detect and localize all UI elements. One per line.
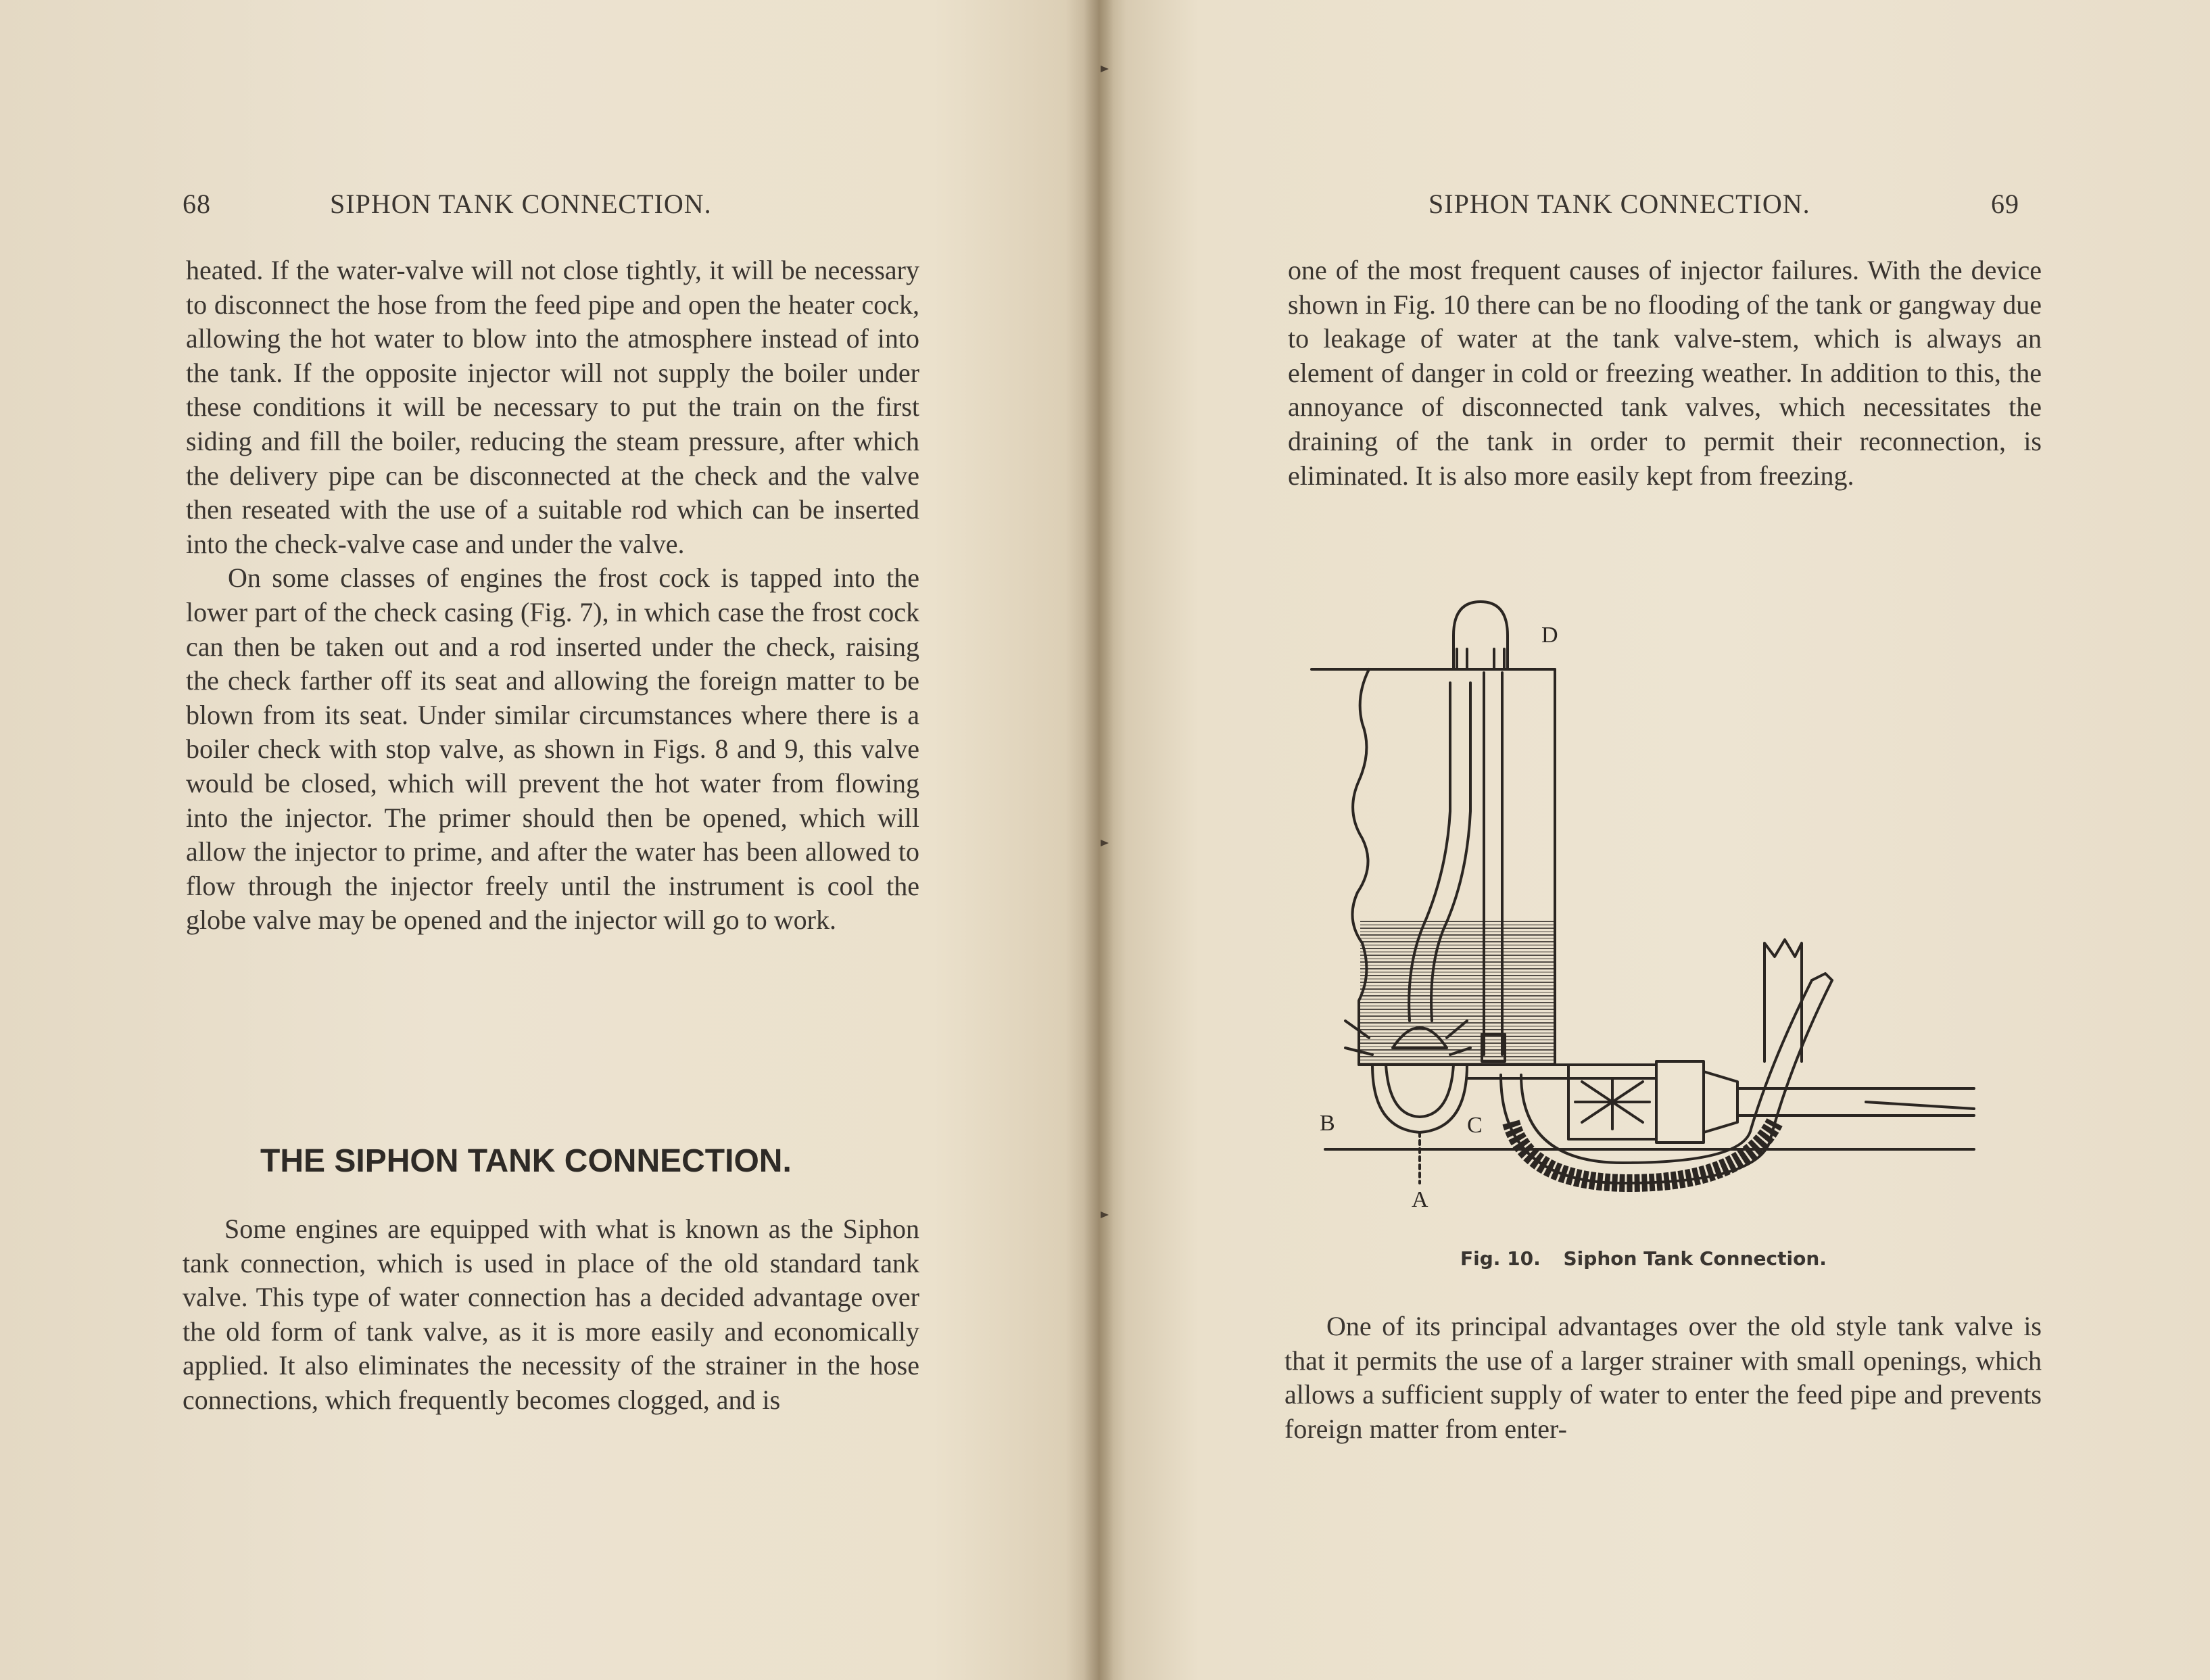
- left-page: [0, 0, 1099, 1680]
- binding-notch: [1101, 838, 1110, 848]
- siphon-tank-diagram: [1305, 588, 2015, 1237]
- left-paragraph-3: Some engines are equipped with what is known as the Siphon tank connection, which is used in place of the old standard tank valve. This type of water connection has a decided advantage over the old form of tank valve, as it is more easily and economically applied. It also eliminates the necessity of the strainer in the hose connections, which frequently becomes clogged, and is: [183, 1214, 919, 1415]
- right-paragraph-1: one of the most frequent causes of injector failures. With the device shown in Fig. 10 there can be no flooding of the tank or gangway due to leakage of water at the tank valve-stem, which is always an element of danger in cold or freezing weather. In addition to this, the annoyance of disconnected tank valves, which necessitates the draining of the tank in order to permit their reconnection, is eliminated. It is also more easily kept from freezing.: [1288, 255, 2042, 491]
- left-paragraph-1: heated. If the water-valve will not close tightly, it will be necessary to disconnect the hose from the feed pipe and open the heater cock, allowing the hot water to blow into the atmosphere instead of into the tank. If the opposite injector will not supply the boiler under these conditions it will be necessary to put the train on the first siding and fill the boiler, reducing the steam pressure, after which the delivery pipe can be disconnected at the check and the valve then reseated with the use of a suitable rod which can be inserted into the check-valve case and under the valve.: [186, 255, 919, 559]
- page-number-right: 69: [1991, 189, 2019, 219]
- left-body-top: [186, 254, 919, 938]
- right-body-bottom: [1284, 1310, 2042, 1446]
- dome-cap: [1454, 602, 1508, 669]
- caption-title: Siphon Tank Connection.: [1563, 1247, 1827, 1270]
- running-head-right: SIPHON TANK CONNECTION.: [1428, 189, 1810, 219]
- hose-wrap: [1511, 1122, 1775, 1183]
- page-number-left: 68: [183, 189, 211, 219]
- binding-notch: [1101, 1210, 1110, 1220]
- right-body-top: [1288, 254, 2042, 493]
- label-b: B: [1320, 1111, 1335, 1136]
- label-c: C: [1467, 1113, 1483, 1138]
- binding-notch: [1101, 64, 1110, 74]
- tank-water: [1360, 919, 1555, 1065]
- caption-number: Fig. 10.: [1460, 1247, 1541, 1270]
- running-head-left: SIPHON TANK CONNECTION.: [330, 189, 712, 219]
- left-body-bottom: [183, 1212, 919, 1418]
- label-d: D: [1541, 623, 1558, 648]
- left-paragraph-2: On some classes of engines the frost cock is tapped into the lower part of the check casing (Fig. 7), in which case the frost cock can then be taken out and a rod inserted under the check, raising the check farther off its seat and allowing the foreign matter to be blown from its seat. Under similar circumstances where there is a boiler check with stop valve, as shown in Figs. 8 and 9, this valve would be closed, which will prevent the hot water from flowing into the injector. The primer should then be opened, which will allow the injector to prime, and after the water has been allowed to flow through the injector freely until the instrument is cool the globe valve may be opened and the injector will go to work.: [186, 562, 919, 936]
- section-title: THE SIPHON TANK CONNECTION.: [260, 1143, 792, 1179]
- label-a: A: [1412, 1187, 1428, 1212]
- figure-caption: [1460, 1247, 1843, 1270]
- right-paragraph-2: One of its principal advantages over the old style tank valve is that it permits the use of a larger strainer with small openings, which allows a sufficient supply of water to enter the feed pipe and prevents foreign matter from enter-: [1284, 1311, 2042, 1444]
